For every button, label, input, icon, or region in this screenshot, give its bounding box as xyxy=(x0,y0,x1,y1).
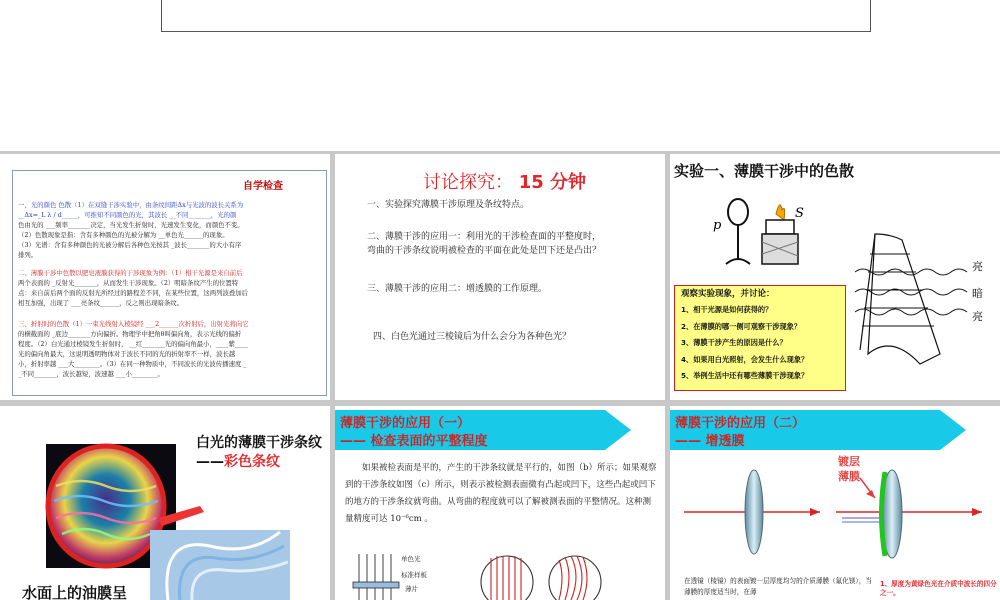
question-3: 三、薄膜干涉的应用二：增透膜的工作原理。 xyxy=(367,284,548,294)
banner-title: 薄膜干涉的应用（一） xyxy=(340,416,471,431)
label-standard-sample: 标准样板 xyxy=(401,571,427,579)
banner-title: 薄膜干涉的应用（二） xyxy=(675,416,806,431)
text-line: （2）色散现象是指：含有多种颜色的光被分解为 __单色光______的现象。 xyxy=(18,231,229,239)
section-thin-film xyxy=(18,268,320,308)
box-item: 3、薄膜干涉产生的原因是什么？ xyxy=(681,338,787,347)
box-item: 2、在薄膜的哪一侧可观察干涉现象？ xyxy=(681,321,802,331)
caption-main: 白光的薄膜干涉条纹—— xyxy=(196,435,322,470)
slide-heading xyxy=(423,168,586,194)
question-2a: 二、薄膜干涉的应用一：利用光的干涉检查面的平整度时， xyxy=(367,232,602,242)
question-4: 四、白色光通过三棱镜后为什么会分为各种色光？ xyxy=(373,332,572,342)
tag-line: 镀层 xyxy=(838,455,860,468)
text-line: 色由光的 ___频率_______决定，当光发生折射时，光速发生变化，而颜色不变。 xyxy=(18,221,244,229)
slide-self-check[interactable] xyxy=(0,154,330,400)
slide-discussion[interactable] xyxy=(335,154,665,400)
text-line: 排列。 xyxy=(18,251,38,259)
banner-subtitle: —— 检查表面的平整程度 xyxy=(340,434,488,449)
heading-time: 15 分钟 xyxy=(518,172,587,193)
text-line: 小，折射率越 ___大________。（3）在同一种物质中，不同波长的光波传播速度 _ xyxy=(18,360,247,368)
slide-experiment[interactable] xyxy=(670,154,1000,400)
text-line: 相互加强，出现了 ___亮条纹______，反之则出现暗条纹。 xyxy=(18,299,183,307)
text-line: __Δx=_L λ / d_____，可推知不同颜色的光，其波长 __不同_______，光的颜 xyxy=(18,211,237,219)
text-line: 两个表面的 _反射光_______，从而发生干涉现象。（2）明暗条纹产生的位置特 xyxy=(18,279,239,287)
explanation-text: 在透镜（棱镜）的表面镀一层厚度均匀的介质薄膜（氟化镁），当薄膜的厚度适当时，在薄 xyxy=(684,577,872,596)
text-line: 二、薄膜干涉中色散以肥皂液膜获得的干涉现象为例：（1）相干光源是来自前后 xyxy=(18,269,243,277)
lens-diagram xyxy=(670,406,1000,600)
slide-heading: 实验一、薄膜干涉中的色散 xyxy=(674,162,855,180)
text-line: （3）光谱：含有多种颜色的光被分解后各种色光按其 _波长_______的大小有序 xyxy=(18,241,242,249)
text-line: _不同_______，波长越短，波速越 ___小________。 xyxy=(18,370,164,378)
slide-title: 自学检查 xyxy=(243,181,283,192)
heading-prefix: 讨论探究： xyxy=(423,172,513,193)
interference-figure xyxy=(335,406,665,600)
box-item: 4、如果用白光照射，会发生什么现象？ xyxy=(681,354,809,364)
text-line: 三、折射时的色散（1）一束光线射入棱镜经 ___2______次折射后，出射光将向它 xyxy=(18,320,249,328)
label-p: p xyxy=(713,218,722,233)
question-2b: 弯曲的干涉条纹说明被检查的平面在此处是凹下还是凸出？ xyxy=(367,246,602,256)
text-line: 光的偏向角最大，这说明透明物体对于波长不同的光的折射率不一样，波长越 xyxy=(18,350,236,358)
label-dark: 暗 xyxy=(972,287,983,300)
text-line: 点：来自前后两个面的反射光所经过的路程差不同，在某些位置，这两列波叠加后 xyxy=(18,289,249,297)
explanation-text: 如果被检表面是平的，产生的干涉条纹就是平行的，如图（b）所示；如果观察到的干涉条纹如图（c）所示，则表示被检测表面微有凸起或凹下，这些凸起或凹下的地方的干涉条纹就弯曲。从弯曲的程度就可以了解被测表面的平整情况。这种测量精度可达 10⁻⁶cm 。 xyxy=(345,463,657,524)
label-bright: 亮 xyxy=(972,260,983,273)
question-1: 一、实验探究薄膜干涉原理及条纹特点。 xyxy=(367,200,530,210)
box-item: 1、相干光源是如何获得的？ xyxy=(681,305,773,314)
banner-subtitle: —— 增透膜 xyxy=(675,434,745,449)
text-line: 一、光的颜色 色散（1）在双缝干涉实验中，由条纹间距Δx与光波的波长关系为 xyxy=(18,201,244,209)
text-line: 的横截面的 _底边_______方向偏折。物理学中把角θ叫偏向角，表示光线的偏折 xyxy=(18,330,242,338)
note-text: 1、厚度为黄绿色光在介质中波长的四分之一。 xyxy=(880,580,997,597)
label-s: S xyxy=(795,206,804,221)
film-caption xyxy=(196,434,322,472)
top-slide-frame[interactable] xyxy=(161,0,871,32)
label-monochromatic-light: 单色光 xyxy=(401,555,421,563)
box-item: 5、举例生活中还有哪些薄膜干涉现象？ xyxy=(681,371,809,380)
slide-flatness-check[interactable] xyxy=(335,406,665,600)
section-refraction xyxy=(18,319,320,379)
box-title: 观察实验现象，并讨论： xyxy=(681,289,775,299)
caption-highlight: 彩色条纹 xyxy=(224,454,280,470)
question-box xyxy=(674,285,846,391)
oil-film-caption: 水面上的油膜呈 xyxy=(22,584,128,600)
section-dispersion xyxy=(18,200,320,260)
label-thin-sheet: 薄片 xyxy=(405,585,418,593)
label-bright: 亮 xyxy=(972,310,983,323)
slide-white-light-film[interactable] xyxy=(0,406,330,600)
tag-line: 薄膜 xyxy=(838,470,860,483)
slide-antireflection[interactable] xyxy=(670,406,1000,600)
text-line: 程度。（2）白光通过棱镜发生折射时， __红_______光的偏向角最小，____紫____ xyxy=(18,340,248,348)
